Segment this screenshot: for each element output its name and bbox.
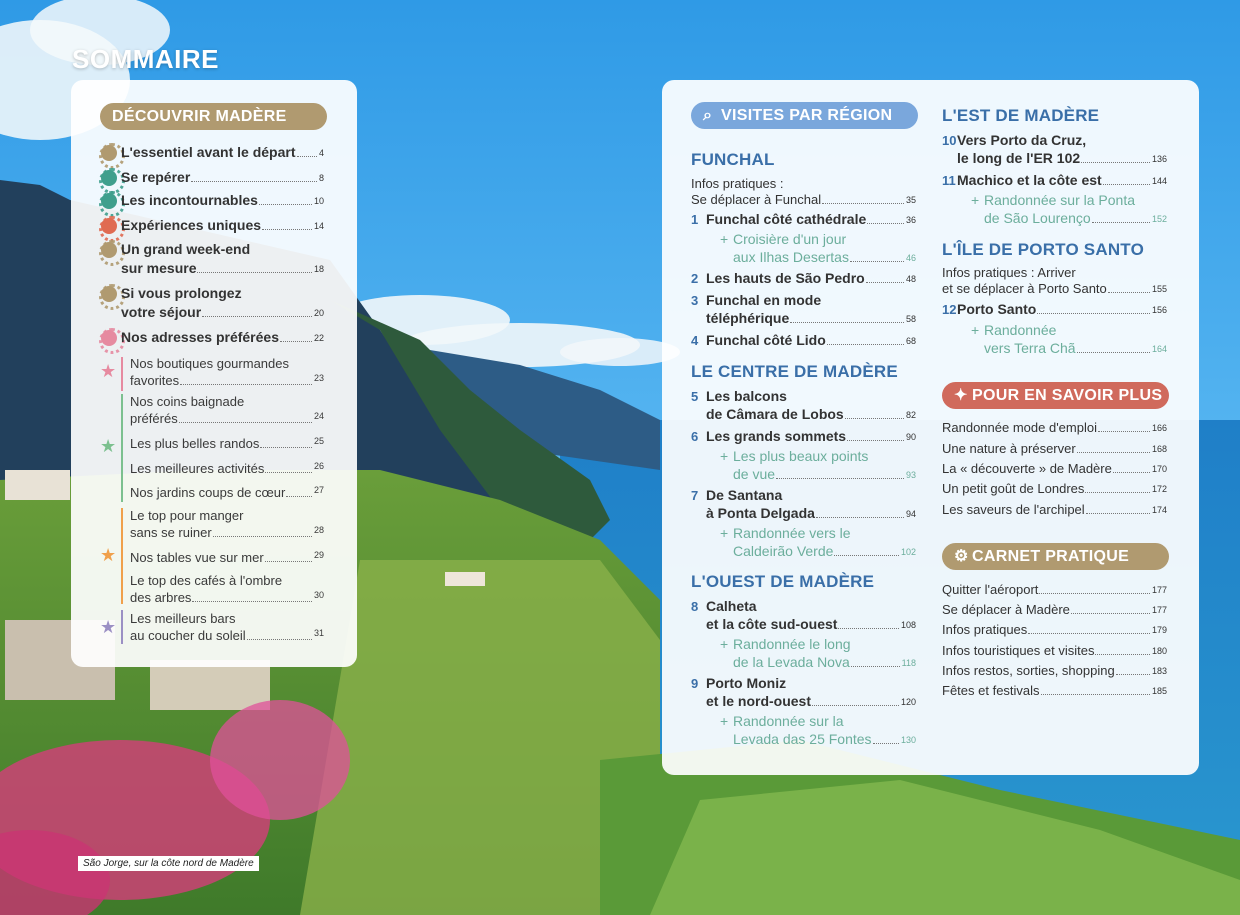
sub-label: Randonnée le long	[733, 636, 851, 652]
plus-icon: +	[720, 525, 729, 541]
toc-subentry[interactable]	[130, 548, 324, 565]
page-number: 68	[905, 336, 916, 346]
entry-label: le long de l'ER 102	[957, 150, 1081, 166]
toc-entry[interactable]	[942, 481, 1167, 496]
sub-label: Randonnée sur la	[733, 713, 844, 729]
toc-entry-line1[interactable]	[691, 388, 916, 404]
page-number: 168	[1151, 444, 1167, 454]
toc-entry-line1[interactable]	[942, 132, 1167, 148]
visites-par-region-header	[691, 102, 918, 129]
plus-icon: +	[720, 448, 729, 464]
sub-label: Les plus beaux points	[733, 448, 869, 464]
toc-subentry[interactable]	[733, 543, 916, 559]
page-number: 144	[1151, 176, 1167, 186]
sub-label: Les plus belles randos	[130, 436, 260, 451]
toc-entry[interactable]	[706, 505, 916, 521]
purple-star-icon: ★	[100, 617, 117, 637]
toc-entry[interactable]	[706, 693, 916, 709]
entry-label: Les hauts de São Pedro	[706, 270, 865, 286]
toc-entry[interactable]	[121, 329, 324, 345]
sub-label: aux Ilhas Desertas	[733, 249, 849, 265]
sub-label: préférés	[130, 411, 178, 426]
pour-en-savoir-plus-header	[942, 382, 1169, 409]
entry-number: 3	[691, 293, 699, 308]
entry-number: 12	[942, 302, 957, 317]
gold-gear-icon	[101, 242, 117, 258]
toc-entry[interactable]	[942, 643, 1167, 658]
page-number: 25	[313, 436, 324, 446]
infos-line	[942, 265, 1167, 280]
toc-entry[interactable]	[957, 150, 1167, 166]
entry-label: L'essentiel avant le départ	[121, 144, 296, 160]
entry-label: et la côte sud-ouest	[706, 616, 838, 632]
entry-label: Se déplacer à Madère	[942, 602, 1070, 617]
entry-number: 8	[691, 599, 699, 614]
sub-label: Croisière d'un jour	[733, 231, 847, 247]
entry-label: Les balcons	[706, 388, 787, 404]
toc-entry[interactable]	[121, 304, 324, 320]
page-number: 82	[905, 410, 916, 420]
page-number: 31	[313, 628, 324, 638]
header-label: CARNET PRATIQUE	[972, 548, 1130, 565]
toc-entry[interactable]	[942, 663, 1167, 678]
toc-entry-line1[interactable]	[691, 598, 916, 614]
toc-entry[interactable]	[942, 420, 1167, 435]
entry-label: Calheta	[706, 598, 757, 614]
toc-entry[interactable]	[942, 622, 1167, 637]
section-funchal: FUNCHAL	[691, 150, 775, 169]
sub-label: Les meilleures activités	[130, 461, 265, 476]
group-bar	[121, 357, 123, 391]
page-number: 35	[905, 195, 916, 205]
sub-label: sans se ruiner	[130, 525, 212, 540]
sub-label: Nos tables vue sur mer	[130, 550, 264, 565]
page-number: 130	[900, 735, 916, 745]
entry-label: Infos pratiques	[942, 622, 1028, 637]
page-number: 27	[313, 485, 324, 495]
page-number: 172	[1151, 484, 1167, 494]
page-number: 174	[1151, 505, 1167, 515]
sub-label: Le top des cafés à l'ombre	[130, 573, 283, 588]
entry-number: 1	[691, 212, 699, 227]
entry-label: de Câmara de Lobos	[706, 406, 844, 422]
toc-entry-line1[interactable]	[691, 675, 916, 691]
entry-label: Un grand week-end	[121, 241, 251, 257]
toc-subentry[interactable]	[130, 573, 324, 605]
teal-gear-icon	[101, 193, 117, 209]
teal-gear-icon	[101, 170, 117, 186]
toc-subentry[interactable]	[733, 654, 916, 670]
page-number: 183	[1151, 666, 1167, 676]
entry-number: 4	[691, 333, 699, 348]
entry-label: Les incontournables	[121, 192, 258, 208]
entry-label: Se repérer	[121, 169, 191, 185]
toc-entry[interactable]	[706, 406, 916, 422]
toc-subentry[interactable]	[130, 483, 324, 500]
entry-label: Infos touristiques et visites	[942, 643, 1095, 658]
sub-label: Randonnée vers le	[733, 525, 851, 541]
entry-label: Une nature à préserver	[942, 441, 1076, 456]
toc-entry[interactable]	[691, 192, 916, 207]
toc-entry[interactable]	[706, 616, 916, 632]
section-ouest: L'OUEST DE MADÈRE	[691, 572, 875, 591]
page-number: 26	[313, 461, 324, 471]
page-number: 108	[900, 620, 916, 630]
gold-gear-icon	[101, 145, 117, 161]
entry-label: téléphérique	[706, 310, 790, 326]
toc-entry[interactable]	[942, 441, 1167, 456]
page-number: 185	[1151, 686, 1167, 696]
plus-icon: +	[971, 322, 980, 338]
plus-icon: +	[720, 231, 729, 247]
infos-label: Infos pratiques :	[691, 176, 784, 191]
toc-subentry[interactable]	[130, 434, 324, 451]
toc-subentry[interactable]	[720, 525, 916, 541]
sub-label: vers Terra Chã	[984, 340, 1076, 356]
entry-number: 7	[691, 488, 699, 503]
toc-entry-line1[interactable]	[121, 241, 324, 257]
toc-subentry[interactable]	[130, 611, 324, 643]
page-number: 166	[1151, 423, 1167, 433]
entry-number: 11	[942, 173, 956, 188]
page-number: 28	[313, 525, 324, 535]
green-star-icon: ★	[100, 436, 117, 456]
sub-label: Levada das 25 Fontes	[733, 731, 872, 747]
page-number: 4	[318, 148, 324, 158]
rose-star-icon: ★	[100, 361, 117, 381]
page-number: 94	[905, 509, 916, 519]
page-number: 46	[905, 253, 916, 263]
toc-entry[interactable]	[942, 602, 1167, 617]
page-number: 152	[1151, 214, 1167, 224]
page-number: 170	[1151, 464, 1167, 474]
sub-label: de São Lourenço	[984, 210, 1091, 226]
entry-number: 2	[691, 271, 699, 286]
page-number: 136	[1151, 154, 1167, 164]
toc-entry[interactable]	[121, 192, 324, 208]
entry-label: Les saveurs de l'archipel	[942, 502, 1085, 517]
toc-subentry[interactable]	[130, 459, 324, 476]
toc-entry[interactable]	[942, 172, 1167, 188]
entry-number: 6	[691, 429, 699, 444]
page-number: 177	[1151, 605, 1167, 615]
entry-label: Quitter l'aéroport	[942, 582, 1039, 597]
page-number: 177	[1151, 585, 1167, 595]
toc-entry[interactable]	[121, 169, 324, 185]
toc-subentry[interactable]	[733, 731, 916, 747]
sub-label: Randonnée	[984, 322, 1057, 338]
group-bar	[121, 508, 123, 604]
toc-subentry[interactable]	[733, 249, 916, 265]
sub-label: Nos boutiques gourmandes	[130, 356, 289, 371]
sub-label: Nos jardins coups de cœur	[130, 485, 286, 500]
page-number: 8	[318, 173, 324, 183]
toc-subentry[interactable]	[971, 192, 1167, 208]
sub-label: de la Levada Nova	[733, 654, 850, 670]
rose-gear-icon	[101, 330, 117, 346]
entry-label: Porto Santo	[957, 301, 1037, 317]
toc-subentry[interactable]	[130, 356, 324, 388]
toc-entry-line1[interactable]	[121, 285, 324, 301]
page-number: 155	[1151, 284, 1167, 294]
binoculars-icon: ⌕	[703, 107, 713, 124]
page-number: 24	[313, 411, 324, 421]
toc-subentry[interactable]	[720, 713, 916, 729]
orange-star-icon: ★	[100, 545, 117, 565]
entry-label: Si vous prolongez	[121, 285, 242, 301]
page-number: 36	[905, 215, 916, 225]
entry-label: Un petit goût de Londres	[942, 481, 1085, 496]
page-number: 120	[900, 697, 916, 707]
toc-entry[interactable]	[942, 683, 1167, 698]
toc-subentry[interactable]	[733, 466, 916, 482]
toc-entry-line1[interactable]	[691, 292, 916, 308]
section-est: L'EST DE MADÈRE	[942, 106, 1100, 125]
page-number: 23	[313, 373, 324, 383]
sub-label: des arbres	[130, 590, 192, 605]
sub-label: Le top pour manger	[130, 508, 244, 523]
page-number: 30	[313, 590, 324, 600]
entry-label: Porto Moniz	[706, 675, 787, 691]
sub-label: favorites	[130, 373, 180, 388]
page-number: 20	[313, 308, 324, 318]
toc-subentry[interactable]	[130, 394, 324, 426]
entry-number: 9	[691, 676, 699, 691]
entry-label: à Ponta Delgada	[706, 505, 815, 521]
infos-label: Se déplacer à Funchal	[691, 192, 822, 207]
group-bar	[121, 610, 123, 644]
group-bar	[121, 394, 123, 502]
toc-entry-line1[interactable]	[691, 487, 916, 503]
entry-label: Nos adresses préférées	[121, 329, 279, 345]
toc-entry[interactable]	[942, 582, 1167, 597]
sub-label: Caldeirão Verde	[733, 543, 834, 559]
infos-label: Infos pratiques : Arriver	[942, 265, 1076, 280]
toc-subentry[interactable]	[984, 340, 1167, 356]
toc-entry[interactable]	[691, 270, 916, 286]
toc-entry[interactable]	[942, 301, 1167, 317]
entry-label: Funchal côté cathédrale	[706, 211, 867, 227]
entry-label: Funchal côté Lido	[706, 332, 826, 348]
entry-label: Machico et la côte est	[957, 172, 1102, 188]
toc-entry[interactable]	[942, 502, 1167, 517]
page-number: 29	[313, 550, 324, 560]
entry-label: sur mesure	[121, 260, 197, 276]
entry-label: Expériences uniques	[121, 217, 262, 233]
entry-label: Infos restos, sorties, shopping	[942, 663, 1115, 678]
page-number: 118	[901, 658, 916, 668]
toc-entry[interactable]	[121, 217, 324, 233]
coral-gear-icon	[101, 218, 117, 234]
page-number: 48	[905, 274, 916, 284]
page-number: 93	[905, 470, 916, 480]
header-label: POUR EN SAVOIR PLUS	[972, 387, 1163, 404]
sub-label: au coucher du soleil	[130, 628, 246, 643]
gold-gear-icon	[101, 286, 117, 302]
section-porto-santo: L'ÎLE DE PORTO SANTO	[942, 240, 1144, 259]
entry-label: Funchal en mode	[706, 292, 822, 308]
page-number: 164	[1151, 344, 1167, 354]
plus-icon: +	[720, 636, 729, 652]
infos-label: et se déplacer à Porto Santo	[942, 281, 1107, 296]
toc-entry[interactable]	[691, 211, 916, 227]
page-number: 179	[1151, 625, 1167, 635]
entry-label: et le nord-ouest	[706, 693, 812, 709]
page-number: 156	[1151, 305, 1167, 315]
entry-label: Randonnée mode d'emploi	[942, 420, 1097, 435]
sub-label: Randonnée sur la Ponta	[984, 192, 1135, 208]
entry-label: Vers Porto da Cruz,	[957, 132, 1087, 148]
toc-entry[interactable]	[121, 144, 324, 160]
page-number: 180	[1151, 646, 1167, 656]
left-toc-panel	[71, 80, 357, 667]
page-number: 14	[313, 221, 324, 231]
toc-subentry[interactable]	[971, 322, 1167, 338]
toc-subentry[interactable]	[720, 636, 916, 652]
page-number: 58	[905, 314, 916, 324]
header-label: VISITES PAR RÉGION	[721, 107, 893, 124]
entry-label: votre séjour	[121, 304, 202, 320]
decouvrir-madere-header: DÉCOUVRIR MADÈRE	[100, 103, 327, 130]
sparkle-icon: ✦	[954, 387, 968, 404]
photo-caption: São Jorge, sur la côte nord de Madère	[78, 856, 259, 871]
toc-subentry[interactable]	[984, 210, 1167, 226]
carnet-pratique-header	[942, 543, 1169, 570]
gear-icon: ⚙	[954, 548, 969, 565]
page-number: 90	[905, 432, 916, 442]
infos-line	[691, 176, 916, 191]
entry-label: Les grands sommets	[706, 428, 847, 444]
page-title: SOMMAIRE	[72, 44, 219, 74]
entry-number: 5	[691, 389, 699, 404]
page-number: 102	[900, 547, 916, 557]
page-number: 10	[313, 196, 324, 206]
entry-label: De Santana	[706, 487, 783, 503]
section-centre: LE CENTRE DE MADÈRE	[691, 362, 898, 381]
sub-label: Les meilleurs bars	[130, 611, 236, 626]
toc-entry[interactable]	[691, 428, 916, 444]
sub-label: Nos coins baignade	[130, 394, 245, 409]
toc-entry[interactable]	[942, 281, 1167, 296]
page-number: 22	[313, 333, 324, 343]
toc-entry[interactable]	[706, 310, 916, 326]
toc-entry[interactable]	[121, 260, 324, 276]
toc-subentry[interactable]	[130, 508, 324, 540]
right-toc-panel	[662, 80, 1199, 775]
entry-label: Fêtes et festivals	[942, 683, 1040, 698]
plus-icon: +	[720, 713, 729, 729]
sub-label: de vue	[733, 466, 776, 482]
toc-entry[interactable]	[691, 332, 916, 348]
toc-subentry[interactable]	[720, 231, 916, 247]
plus-icon: +	[971, 192, 980, 208]
entry-label: La « découverte » de Madère	[942, 461, 1112, 476]
entry-number: 10	[942, 133, 957, 148]
toc-entry[interactable]	[942, 461, 1167, 476]
toc-subentry[interactable]	[720, 448, 916, 464]
page-number: 18	[313, 264, 324, 274]
